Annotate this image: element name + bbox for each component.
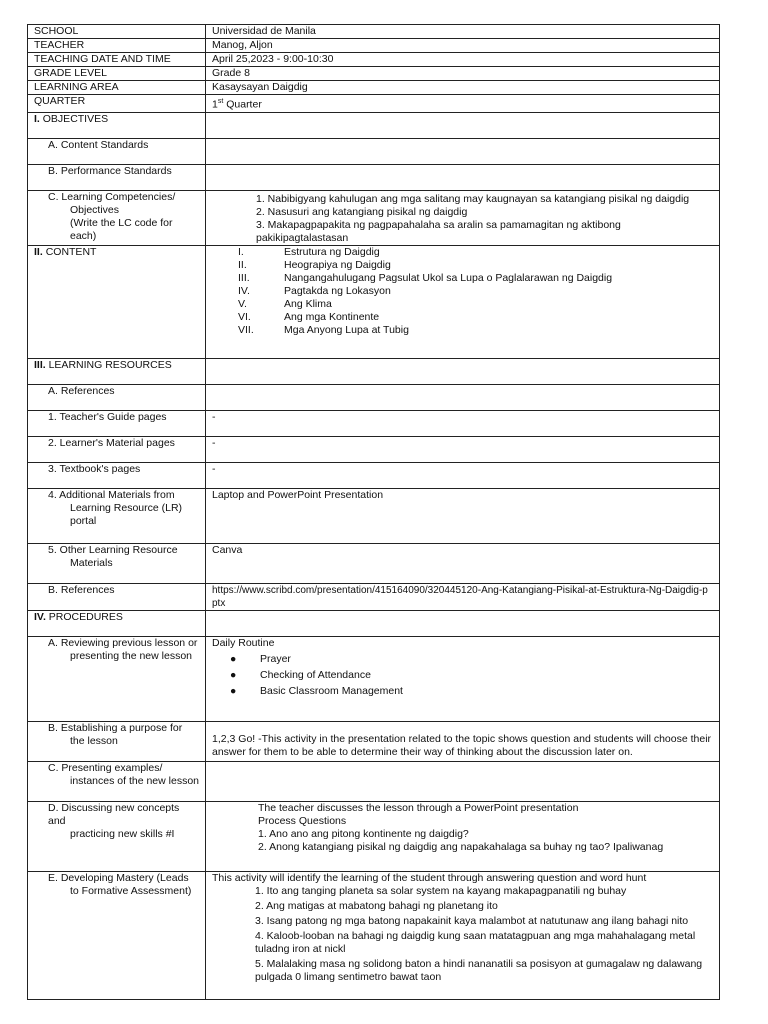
quarter-word: Quarter <box>226 98 262 111</box>
content-standards-text: A. Content Standards <box>48 138 149 151</box>
content-num: II. <box>34 245 43 258</box>
bullet-icon: ● <box>230 684 237 697</box>
procedures-heading <box>28 610 206 636</box>
competency-item: 1. Nabibigyang kahulugan ang mga salitang may kaugnayan sa katangiang pisikal ng daigdig <box>256 192 690 205</box>
process-question-item: 1. Ano ano ang pitong kontinente ng daigdig? <box>258 827 469 840</box>
datetime-label: TEACHING DATE AND TIME <box>28 53 206 67</box>
routine-item <box>212 653 713 666</box>
content-item <box>212 246 713 259</box>
reviewing-lesson-label <box>28 636 206 721</box>
mastery-item: 1. Ito ang tanging planeta sa solar system na kayang makapagpanatili ng buhay <box>255 884 627 897</box>
teachers-guide-label <box>28 410 206 436</box>
content-item-number: I. <box>238 245 244 258</box>
references-b-text: B. References <box>48 583 115 596</box>
school-label: SCHOOL <box>28 25 206 39</box>
objectives-value <box>206 112 720 138</box>
routine-item <box>212 685 713 698</box>
area-value: Kasaysayan Daigdig <box>206 81 720 95</box>
presenting-examples-line1: C. Presenting examples/ <box>48 761 163 774</box>
references-a-text: A. References <box>48 384 115 397</box>
content-list <box>212 246 713 337</box>
routine-item-text: Prayer <box>260 652 291 665</box>
establishing-purpose-label <box>28 721 206 761</box>
objectives-title: OBJECTIVES <box>42 112 109 125</box>
performance-standards-value <box>206 164 720 190</box>
objectives-num: I. <box>34 112 40 125</box>
content-standards-label <box>28 138 206 164</box>
additional-materials-label <box>28 488 206 543</box>
resources-title: LEARNING RESOURCES <box>48 358 172 371</box>
school-value: Universidad de Manila <box>206 25 720 39</box>
discussing-concepts-line1: D. Discussing new concepts and <box>48 801 180 827</box>
textbook-label <box>28 462 206 488</box>
competency-item: 3. Makapagpapakita ng pagpapahalaha sa aralin sa pamamagitan ng aktibong pakikipagtalastasan <box>256 218 621 244</box>
other-resources-label <box>28 543 206 583</box>
competency-item: 2. Nasusuri ang katangiang pisikal ng daigdig <box>256 205 468 218</box>
content-item-text: Nangangahulugang Pagsulat Ukol sa Lupa o Paglalarawan ng Daigdig <box>284 271 613 284</box>
lesson-plan-table <box>27 24 720 1000</box>
quarter-ordinal: st <box>217 98 224 105</box>
routine-item <box>212 669 713 682</box>
mastery-item: 5. Malalaking masa ng solidong baton a hindi nananatili sa posisyon at gumagalaw ng dalawang <box>255 957 703 970</box>
textbook-text: 3. Textbook's pages <box>48 462 141 475</box>
content-item <box>212 298 713 311</box>
content-item-text: Heograpiya ng Daigdig <box>284 258 391 271</box>
procedures-value <box>206 610 720 636</box>
content-value <box>206 245 720 358</box>
competencies-label-line1: C. Learning Competencies/ <box>48 190 176 203</box>
discussing-intro-text: The teacher discusses the lesson through a PowerPoint presentation <box>258 801 579 814</box>
grade-label: GRADE LEVEL <box>28 67 206 81</box>
presenting-examples-line2: instances of the new lesson <box>70 774 199 787</box>
content-item <box>212 311 713 324</box>
other-resources-line1: 5. Other Learning Resource <box>48 543 178 556</box>
procedures-title: PROCEDURES <box>48 610 123 623</box>
resources-num: III. <box>34 358 46 371</box>
competencies-label <box>28 190 206 245</box>
developing-mastery-line2: to Formative Assessment) <box>70 884 192 897</box>
additional-materials-line2: Learning Resource (LR) <box>70 501 183 514</box>
content-item-number: III. <box>238 271 250 284</box>
quarter-value <box>206 95 720 113</box>
competencies-label-line3: (Write the LC code for each) <box>70 216 173 242</box>
datetime-value: April 25,2023 - 9:00-10:30 <box>206 53 720 67</box>
teacher-value: Manog, Aljon <box>206 39 720 53</box>
content-item-number: II. <box>238 258 247 271</box>
daily-routine-text: Daily Routine <box>212 636 275 649</box>
mastery-item: 3. Isang patong ng mga batong napakainit kaya malambot at natutunaw ang ilang bahagi nito <box>255 914 689 927</box>
reviewing-lesson-line2: presenting the new lesson <box>70 649 192 662</box>
discussing-concepts-label <box>28 801 206 871</box>
developing-mastery-intro: This activity will identify the learning of the student through answering question and word hunt <box>212 871 647 884</box>
objectives-heading <box>28 112 206 138</box>
content-title: CONTENT <box>45 245 97 258</box>
establishing-purpose-line1: B. Establishing a purpose for <box>48 721 183 734</box>
reference-url-link[interactable]: https://www.scribd.com/presentation/415164090/320445120-Ang-Katangiang-Pisikal-at-Estruktura-Ng-Daigdig-pptx <box>212 584 708 609</box>
content-item-number: VII. <box>238 323 254 336</box>
reviewing-lesson-value <box>206 636 720 721</box>
presenting-examples-value <box>206 761 720 801</box>
resources-value <box>206 358 720 384</box>
bullet-icon: ● <box>230 668 237 681</box>
discussing-concepts-line2: practicing new skills #I <box>70 827 175 840</box>
developing-mastery-label <box>28 871 206 1000</box>
other-resources-value: Canva <box>206 543 720 583</box>
developing-mastery-value <box>206 871 720 1000</box>
procedures-num: IV. <box>34 610 46 623</box>
process-question-item: 2. Anong katangiang pisikal ng daigdig ang napakahalaga sa buhay ng tao? Ipaliwanag <box>258 840 664 853</box>
content-item-number: VI. <box>238 310 251 323</box>
performance-standards-label <box>28 164 206 190</box>
additional-materials-value: Laptop and PowerPoint Presentation <box>206 488 720 543</box>
routine-item-text: Checking of Attendance <box>260 668 371 681</box>
content-item <box>212 259 713 272</box>
mastery-item-continuation: tuladng iron at nickl <box>255 942 346 955</box>
textbook-value: - <box>206 462 720 488</box>
content-heading <box>28 245 206 358</box>
content-item <box>212 285 713 298</box>
establishing-purpose-text: 1,2,3 Go! -This activity in the presentation related to the topic shows question and students will choose their answer for them to be able to determine their way of thinking about the discussion later on. <box>212 732 712 758</box>
establishing-purpose-line2: the lesson <box>70 734 118 747</box>
area-label: LEARNING AREA <box>28 81 206 95</box>
discussing-concepts-value <box>206 801 720 871</box>
learners-material-text: 2. Learner's Material pages <box>48 436 175 449</box>
additional-materials-line1: 4. Additional Materials from <box>48 488 175 501</box>
content-item-number: IV. <box>238 284 250 297</box>
learners-material-label <box>28 436 206 462</box>
content-item-text: Ang mga Kontinente <box>284 310 380 323</box>
quarter-label: QUARTER <box>28 95 206 113</box>
other-resources-line2: Materials <box>70 556 113 569</box>
references-b-value <box>206 583 720 610</box>
content-item <box>212 324 713 337</box>
mastery-item: 4. Kaloob-looban na bahagi ng daigdig kung saan matatagpuan ang mga mahahalagang metal <box>255 929 696 942</box>
teachers-guide-text: 1. Teacher's Guide pages <box>48 410 167 423</box>
teacher-label: TEACHER <box>28 39 206 53</box>
bullet-icon: ● <box>230 652 237 665</box>
routine-item-text: Basic Classroom Management <box>260 684 403 697</box>
references-a-label <box>28 384 206 410</box>
content-item-number: V. <box>238 297 247 310</box>
reviewing-lesson-line1: A. Reviewing previous lesson or <box>48 636 198 649</box>
teachers-guide-value: - <box>206 410 720 436</box>
presenting-examples-label <box>28 761 206 801</box>
content-item <box>212 272 713 285</box>
establishing-purpose-value <box>206 721 720 761</box>
mastery-item: 2. Ang matigas at mabatong bahagi ng planetang ito <box>255 899 498 912</box>
resources-heading <box>28 358 206 384</box>
content-standards-value <box>206 138 720 164</box>
process-questions-heading: Process Questions <box>258 814 347 827</box>
routine-list <box>212 653 713 698</box>
developing-mastery-line1: E. Developing Mastery (Leads <box>48 871 189 884</box>
additional-materials-line3: portal <box>70 514 97 527</box>
references-a-value <box>206 384 720 410</box>
quarter-number: 1 <box>212 98 218 111</box>
competencies-value <box>206 190 720 245</box>
performance-standards-text: B. Performance Standards <box>48 164 172 177</box>
content-item-text: Pagtakda ng Lokasyon <box>284 284 391 297</box>
content-item-text: Ang Klima <box>284 297 332 310</box>
content-item-text: Mga Anyong Lupa at Tubig <box>284 323 409 336</box>
content-item-text: Estrutura ng Daigdig <box>284 245 380 258</box>
competencies-list <box>212 193 713 245</box>
mastery-item-continuation: pulgada 0 limang sentimetro bawat taon <box>255 970 442 983</box>
references-b-label <box>28 583 206 610</box>
learners-material-value: - <box>206 436 720 462</box>
grade-value: Grade 8 <box>206 67 720 81</box>
competencies-label-line2: Objectives <box>70 203 120 216</box>
mastery-list <box>212 885 713 984</box>
